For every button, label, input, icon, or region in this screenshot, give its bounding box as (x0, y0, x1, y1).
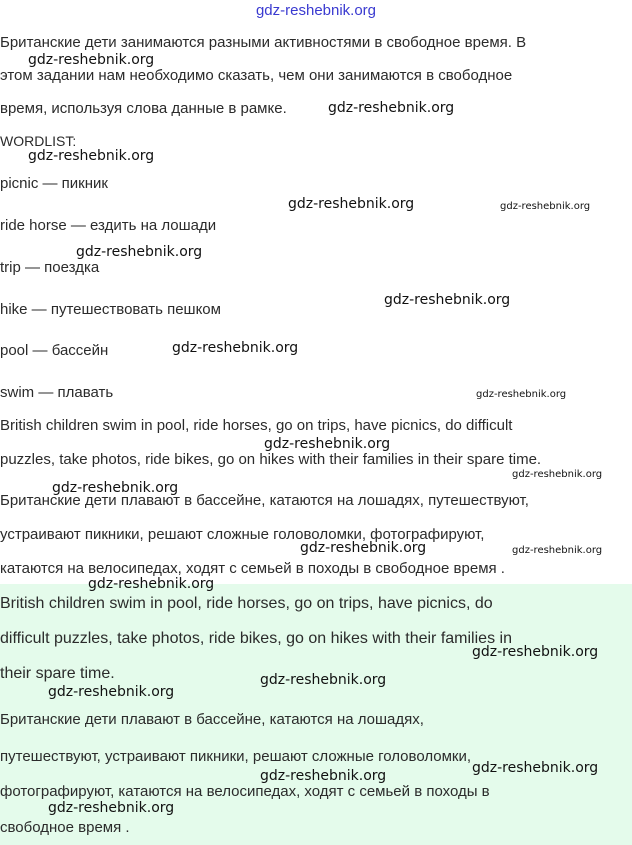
wordlist-item: swim — плавать (0, 384, 114, 401)
answer-ru-line-3: катаются на велосипедах, ходят с семьей в походы в свободное время . (0, 560, 505, 577)
watermark: gdz-reshebnik.org (260, 768, 387, 784)
highlighted-ru-line-3: фотографируют, катаются на велосипедах, ходят с семьей в походы в (0, 783, 490, 800)
highlighted-ru-line-4: свободное время . (0, 819, 130, 836)
watermark: gdz-reshebnik.org (28, 52, 155, 68)
answer-ru-line-1: Британские дети плавают в бассейне, катаются на лошадях, путешествуют, (0, 492, 529, 509)
watermark: gdz-reshebnik.org (88, 576, 215, 592)
intro-line-1: Британские дети занимаются разными активностями в свободное время. В (0, 34, 527, 51)
highlighted-ru-line-1: Британские дети плавают в бассейне, катаются на лошадях, (0, 711, 424, 728)
watermark: gdz-reshebnik.org (288, 196, 415, 212)
wordlist-item: trip — поездка (0, 259, 100, 276)
intro-line-3: время, используя слова данные в рамке. (0, 100, 287, 117)
wordlist-heading: WORDLIST: (0, 133, 77, 149)
watermark: gdz-reshebnik.org (48, 800, 175, 816)
wordlist-item: hike — путешествовать пешком (0, 301, 221, 318)
watermark: gdz-reshebnik.org (472, 760, 599, 776)
watermark: gdz-reshebnik.org (76, 244, 203, 260)
watermark: gdz-reshebnik.org (328, 100, 455, 116)
site-link[interactable]: gdz-reshebnik.org (255, 2, 377, 19)
watermark: gdz-reshebnik.org (300, 540, 427, 556)
wordlist-item: pool — бассейн (0, 342, 109, 359)
highlighted-en-line-2: difficult puzzles, take photos, ride bikes, go on hikes with their families in (0, 630, 512, 647)
intro-line-2: этом задании нам необходимо сказать, чем они занимаются в свободное (0, 67, 513, 84)
highlighted-ru-line-2: путешествуют, устраивают пикники, решают сложные головоломки, (0, 748, 472, 765)
watermark: gdz-reshebnik.org (500, 201, 591, 212)
watermark: gdz-reshebnik.org (512, 545, 603, 556)
watermark: gdz-reshebnik.org (384, 292, 511, 308)
answer-en-line-2: puzzles, take photos, ride bikes, go on hikes with their families in their spare time. (0, 451, 542, 468)
answer-en-line-1: British children swim in pool, ride horses, go on trips, have picnics, do difficult (0, 417, 513, 434)
highlighted-en-line-3: their spare time. (0, 665, 115, 682)
watermark: gdz-reshebnik.org (48, 684, 175, 700)
watermark: gdz-reshebnik.org (172, 340, 299, 356)
watermark: gdz-reshebnik.org (260, 672, 387, 688)
watermark: gdz-reshebnik.org (472, 644, 599, 660)
watermark: gdz-reshebnik.org (52, 480, 179, 496)
watermark: gdz-reshebnik.org (264, 436, 391, 452)
answer-ru-line-2: устраивают пикники, решают сложные головоломки, фотографируют, (0, 526, 485, 543)
watermark: gdz-reshebnik.org (476, 389, 567, 400)
watermark: gdz-reshebnik.org (512, 469, 603, 480)
wordlist-item: ride horse — ездить на лошади (0, 217, 217, 234)
wordlist-item: picnic — пикник (0, 175, 108, 192)
watermark: gdz-reshebnik.org (28, 148, 155, 164)
highlighted-en-line-1: British children swim in pool, ride horses, go on trips, have picnics, do (0, 595, 493, 612)
